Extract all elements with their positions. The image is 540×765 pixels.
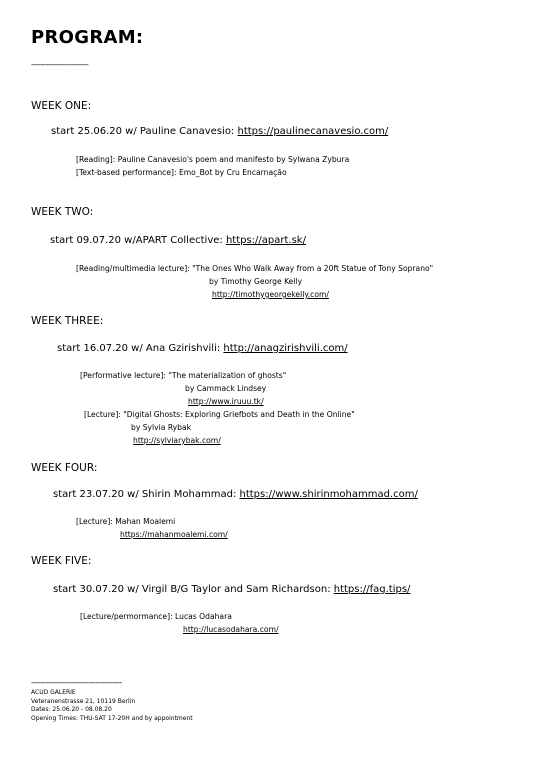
- week-two-item-2: by Timothy George Kelly: [209, 277, 303, 286]
- footer: [31, 689, 193, 723]
- week-four-item-1: [Lecture]: Mahan Moalemi: [76, 517, 176, 526]
- week-two-start: [50, 235, 306, 246]
- week-one-start-text: start 25.06.20 w/ Pauline Canavesio:: [51, 126, 238, 137]
- week-four-item-link[interactable]: https://mahanmoalemi.com/: [120, 530, 228, 539]
- footer-address: Veteranenstrasse 21, 10119 Berlin: [31, 697, 136, 705]
- week-one-item-2: [Text-based performance]: Emo_Bot by Cru Encarnação: [76, 168, 287, 177]
- footer-dates: Dates: 25.06.20 - 08.08.20: [31, 706, 112, 714]
- week-five-start: [53, 584, 410, 595]
- week-three-item-link-1[interactable]: http://www.iruuu.tk/: [188, 397, 264, 406]
- week-three-item-1: [Performative lecture]: "The materialization of ghosts": [80, 371, 287, 380]
- week-four-start-link[interactable]: https://www.shirinmohammad.com/: [239, 489, 418, 500]
- week-three-heading: WEEK THREE:: [31, 315, 104, 327]
- week-four-start: [53, 489, 418, 500]
- week-five-item-1: [Lecture/permormance]: Lucas Odahara: [80, 612, 232, 621]
- week-one-item-1: [Reading]: Pauline Canavesio's poem and manifesto by Sylwana Zybura: [76, 155, 350, 164]
- week-two-start-link[interactable]: https://apart.sk/: [225, 235, 306, 246]
- week-two-item-1: [Reading/multimedia lecture]: "The Ones Who Walk Away from a 20ft Statue of Tony Soprano": [76, 264, 434, 273]
- week-three-item-2: by Cammack Lindsey: [185, 384, 267, 393]
- title-divider: ------------------------: [31, 60, 89, 69]
- footer-venue: ACUD GALERIE: [31, 689, 76, 696]
- week-one-start-link[interactable]: https://paulinecanavesio.com/: [237, 126, 389, 137]
- week-four-start-text: start 23.07.20 w/ Shirin Mohammad:: [53, 489, 240, 500]
- week-three-item-3: [Lecture]: "Digital Ghosts: Exploring Griefbots and Death in the Online": [84, 410, 355, 419]
- week-five-item-link[interactable]: http://lucasodahara.com/: [183, 625, 279, 634]
- week-one-start: [51, 126, 388, 137]
- week-three-item-link-2[interactable]: http://sylviarybak.com/: [133, 436, 221, 445]
- week-five-start-text: start 30.07.20 w/ Virgil B/G Taylor and Sam Richardson:: [53, 584, 334, 595]
- week-three-start: [57, 343, 348, 354]
- week-five-start-link[interactable]: https://fag.tips/: [333, 584, 411, 595]
- week-three-start-text: start 16.07.20 w/ Ana Gzirishvili:: [57, 343, 224, 354]
- week-three-start-link[interactable]: http://anagzirishvili.com/: [223, 343, 348, 354]
- week-two-start-text: start 09.07.20 w/APART Collective:: [50, 235, 226, 246]
- week-five-heading: WEEK FIVE:: [31, 555, 92, 567]
- footer-opening-times: Opening Times: THU-SAT 17-20H and by appointment: [31, 714, 193, 722]
- page-title: PROGRAM:: [31, 27, 144, 48]
- week-two-item-link[interactable]: http://timothygeorgekelly.com/: [212, 290, 329, 299]
- week-one-heading: WEEK ONE:: [31, 100, 92, 112]
- footer-divider: --------------------------------------: [31, 678, 122, 687]
- week-three-item-4: by Sylvia Rybak: [131, 423, 192, 432]
- week-two-heading: WEEK TWO:: [31, 206, 94, 218]
- week-four-heading: WEEK FOUR:: [31, 462, 98, 474]
